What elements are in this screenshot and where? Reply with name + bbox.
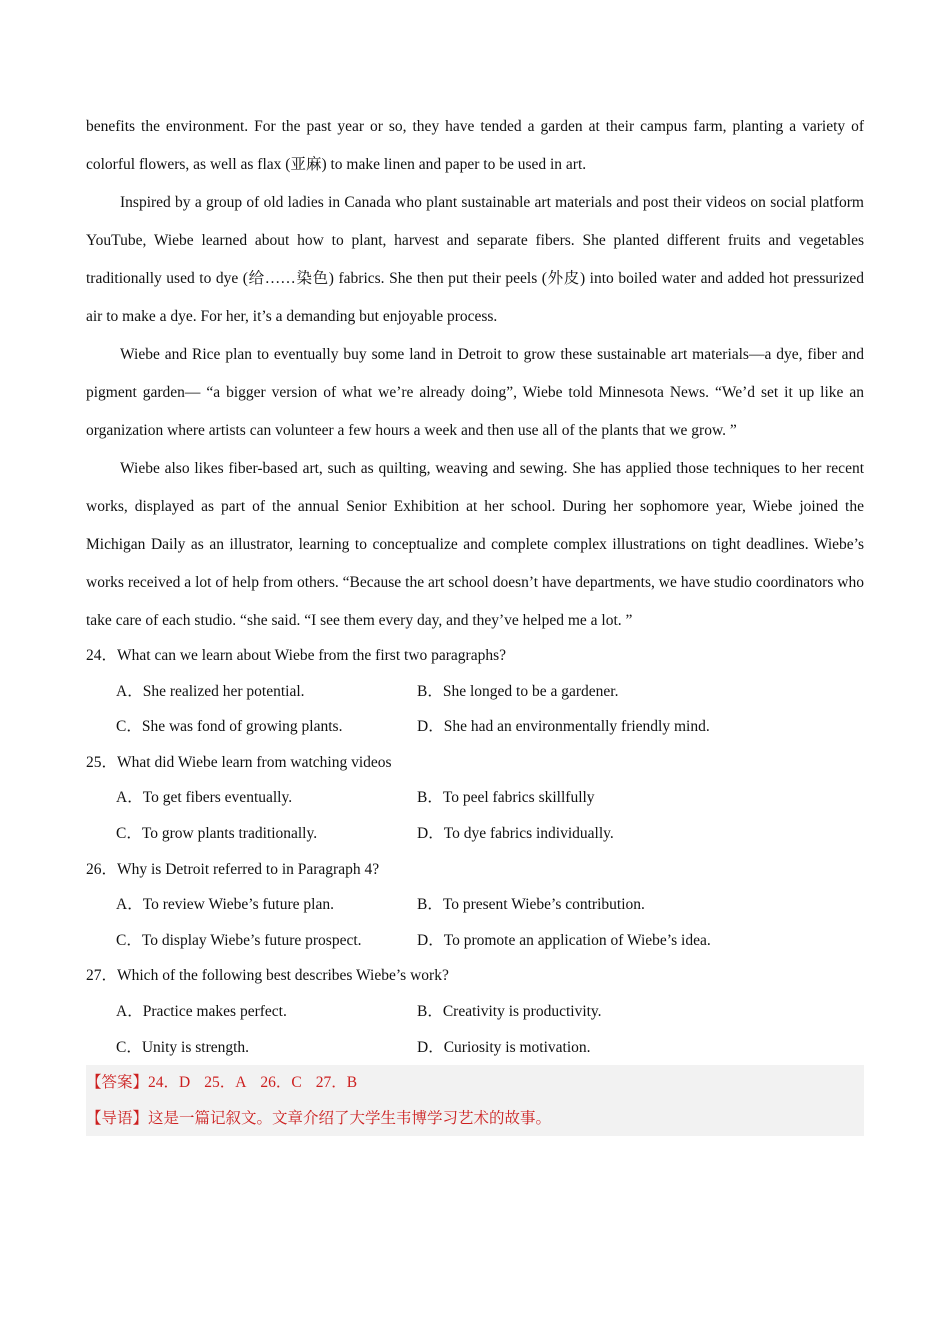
option-d[interactable]: D．She had an environmentally friendly mind. — [417, 718, 710, 736]
paragraph-4: Wiebe also likes fiber-based art, such as quilting, weaving and sewing. She has applied those techniques to her recent works, displayed as part of the annual Senior Exhibition at her school. During her sophomore year, Wiebe joined the Michigan Daily as an illustrator, learning to conceptualize and complete complex illustrations on tight deadlines. Wiebe’s works received a lot of help from others. “Because the art school doesn’t have departments, we have studio coordinators who take care of each studio. “she said. “I see them every day, and they’ve helped me a lot. ” — [86, 460, 864, 629]
option-b[interactable]: B．To present Wiebe’s contribution. — [417, 896, 645, 914]
question-26 — [86, 852, 864, 959]
question-24 — [86, 638, 864, 745]
option-d[interactable]: D．Curiosity is motivation. — [417, 1038, 591, 1056]
question-list — [86, 638, 864, 1065]
guide-text: 这是一篇记叙文。文章介绍了大学生韦博学习艺术的故事。 — [148, 1109, 552, 1127]
option-row — [86, 923, 864, 959]
option-row — [86, 1030, 864, 1066]
passage — [86, 108, 864, 640]
option-a[interactable]: A．To get fibers eventually. — [116, 789, 293, 807]
question-stem: 25．What did Wiebe learn from watching videos — [86, 753, 392, 771]
answer-item: 24．D — [148, 1074, 191, 1092]
option-c[interactable]: C．She was fond of growing plants. — [116, 718, 343, 736]
option-row — [86, 709, 864, 745]
option-row — [86, 816, 864, 852]
guide-label: 【导语】 — [86, 1109, 149, 1127]
option-a[interactable]: A．To review Wiebe’s future plan. — [116, 896, 334, 914]
paragraph-3: Wiebe and Rice plan to eventually buy some land in Detroit to grow these sustainable art materials—a dye, fiber and pigment garden— “a bigger version of what we’re already doing”, Wiebe told Minnesota News. “We’d set it up like an organization where artists can volunteer a few hours a week and then use all of the plants that we grow. ” — [86, 346, 864, 439]
option-row — [86, 994, 864, 1030]
answer-label: 【答案】 — [86, 1074, 149, 1092]
question-27 — [86, 958, 864, 1065]
question-25 — [86, 745, 864, 852]
option-row — [86, 887, 864, 923]
paragraph-1: benefits the environment. For the past year or so, they have tended a garden at their campus farm, planting a variety of colorful flowers, as well as flax (亚麻) to make linen and paper to be used in art. — [86, 118, 864, 173]
question-stem: 26．Why is Detroit referred to in Paragraph 4? — [86, 860, 380, 878]
answer-item: 26．C — [260, 1074, 302, 1092]
option-c[interactable]: C．Unity is strength. — [116, 1038, 250, 1056]
option-b[interactable]: B．She longed to be a gardener. — [417, 682, 619, 700]
option-c[interactable]: C．To display Wiebe’s future prospect. — [116, 931, 362, 949]
answer-item: 25．A — [204, 1074, 247, 1092]
answer-line — [86, 1065, 864, 1101]
option-b[interactable]: B．Creativity is productivity. — [417, 1002, 602, 1020]
question-stem: 24．What can we learn about Wiebe from the first two paragraphs? — [86, 647, 507, 664]
answer-box — [86, 1065, 864, 1136]
document-page — [86, 108, 864, 1136]
option-d[interactable]: D．To dye fabrics individually. — [417, 824, 614, 842]
option-row — [86, 674, 864, 710]
paragraph-2: Inspired by a group of old ladies in Canada who plant sustainable art materials and post their videos on social platform YouTube, Wiebe learned about how to plant, harvest and separate fibers. She planted different fruits and vegetables traditionally used to dye (给……染色) fabrics. She then put their peels (外皮) into boiled water and added hot pressurized air to make a dye. For her, it’s a demanding but enjoyable process. — [86, 194, 864, 325]
option-c[interactable]: C．To grow plants traditionally. — [116, 824, 318, 842]
option-d[interactable]: D．To promote an application of Wiebe’s idea. — [417, 931, 711, 949]
guide-line — [86, 1101, 864, 1137]
option-row — [86, 780, 864, 816]
answer-item: 27．B — [315, 1074, 358, 1092]
question-stem: 27．Which of the following best describes Wiebe’s work? — [86, 967, 449, 985]
option-b[interactable]: B．To peel fabrics skillfully — [417, 789, 595, 807]
option-a[interactable]: A．Practice makes perfect. — [116, 1002, 287, 1020]
option-a[interactable]: A．She realized her potential. — [116, 682, 305, 700]
